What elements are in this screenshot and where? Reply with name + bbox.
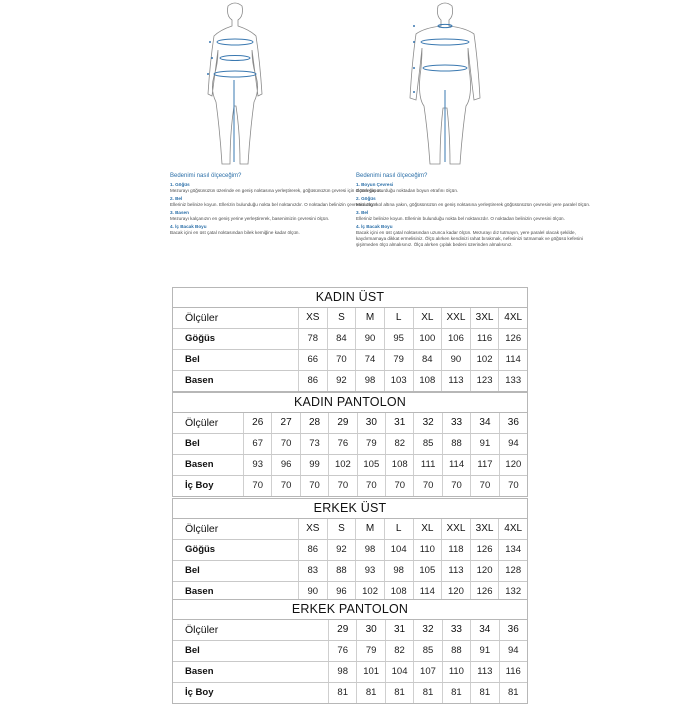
table-cell: 108	[413, 371, 442, 391]
table-cell: 98	[328, 662, 356, 682]
table-cell: 81	[356, 683, 384, 703]
table-cell: 114	[498, 350, 527, 370]
row-label: İç Boy	[185, 480, 214, 491]
size-header-cell: 32	[413, 413, 441, 433]
size-table-erkek-ust	[172, 498, 528, 603]
table-cell: 92	[327, 540, 356, 560]
header-label: Ölçüler	[185, 624, 219, 636]
table-cell: 82	[385, 434, 413, 454]
size-header-cell: XS	[298, 519, 327, 539]
table-cell: 90	[355, 329, 384, 349]
row-label: İç Boy	[185, 687, 214, 698]
table-cell: 70	[328, 476, 356, 496]
table-cell: 81	[442, 683, 470, 703]
size-header-cell: 4XL	[498, 519, 527, 539]
table-title: ERKEK ÜST	[173, 499, 527, 519]
table-cell: 134	[498, 540, 527, 560]
table-row	[173, 455, 527, 476]
table-cell: 95	[384, 329, 413, 349]
header-label: Ölçüler	[185, 523, 219, 535]
row-label: Bel	[185, 354, 200, 365]
men-instruction-text: Gömleğin oturduğu noktadan boyun etrafını ölçün.	[356, 188, 459, 193]
table-cell: 118	[441, 540, 470, 560]
size-header-cell: 32	[413, 620, 441, 640]
table-cell: 114	[442, 455, 470, 475]
table-cell: 107	[413, 662, 441, 682]
size-header-cell: 27	[271, 413, 299, 433]
table-cell: 108	[385, 455, 413, 475]
size-header-cell: XS	[298, 308, 327, 328]
table-cell: 86	[298, 371, 327, 391]
women-instructions-title: Bedenimi nasıl ölçeceğim?	[170, 173, 242, 179]
table-cell: 110	[442, 662, 470, 682]
table-cell: 93	[243, 455, 271, 475]
table-cell: 120	[499, 455, 527, 475]
men-instruction-heading: 2. Göğüs	[356, 196, 376, 201]
size-header-cell: 26	[243, 413, 271, 433]
table-cell: 70	[385, 476, 413, 496]
table-cell: 79	[384, 350, 413, 370]
table-title: KADIN ÜST	[173, 288, 527, 308]
size-header-cell: 33	[442, 413, 470, 433]
size-header-cell: 3XL	[470, 519, 499, 539]
table-title: KADIN PANTOLON	[173, 393, 527, 413]
table-cell: 126	[470, 582, 499, 602]
table-cell: 116	[499, 662, 527, 682]
table-cell: 70	[327, 350, 356, 370]
table-cell: 85	[413, 434, 441, 454]
table-cell: 98	[355, 371, 384, 391]
table-cell: 88	[327, 561, 356, 581]
table-cell: 81	[385, 683, 413, 703]
table-cell: 123	[470, 371, 499, 391]
table-cell: 96	[327, 582, 356, 602]
table-cell: 120	[441, 582, 470, 602]
men-instruction-text: Bacak içini en üst çatal noktasından uzunca kadar ölçün. Mezurayı dız tutmayın, yere paralel olacak şekilde, kaydırmamaya dikkat ermelisiniz. Ölçü alırken kendinizi rahat bırakmak, nefesinizi tutmamak ve göğüsü kefesini şişirmeden ölçü almalısınız. Ölçü alırken çıplak bedeni üzerinden almalısınız.	[356, 230, 583, 247]
table-cell: 91	[470, 641, 498, 661]
men-measuring-instructions	[356, 172, 596, 248]
table-cell: 70	[442, 476, 470, 496]
table-row	[173, 683, 527, 703]
size-header-cell: 33	[442, 620, 470, 640]
table-cell: 67	[243, 434, 271, 454]
table-cell: 86	[298, 540, 327, 560]
table-cell: 100	[413, 329, 442, 349]
size-header-cell: 30	[356, 620, 384, 640]
table-cell: 126	[498, 329, 527, 349]
table-cell: 70	[470, 476, 498, 496]
table-cell: 70	[243, 476, 271, 496]
table-cell: 128	[498, 561, 527, 581]
size-header-cell: XL	[413, 519, 442, 539]
table-cell: 66	[298, 350, 327, 370]
women-instruction-heading: 3. Basen	[170, 210, 189, 215]
men-instruction-heading: 1. Boyun Çevresi	[356, 182, 394, 187]
table-cell: 132	[498, 582, 527, 602]
women-instruction-text: Elleriniz belinize koyun. Ellerizin bulunduğu nokta bel noktanızdır. O noktadan belinizin çevresini ölçün.	[170, 202, 379, 207]
table-cell: 90	[298, 582, 327, 602]
size-header-cell: 31	[385, 413, 413, 433]
table-title: ERKEK PANTOLON	[173, 600, 527, 620]
size-header-cell: 36	[499, 413, 527, 433]
table-row	[173, 662, 527, 683]
size-header-cell: XXL	[441, 308, 470, 328]
table-cell: 78	[298, 329, 327, 349]
row-label: Bel	[185, 645, 200, 656]
size-header-cell: 31	[385, 620, 413, 640]
table-cell: 90	[441, 350, 470, 370]
table-cell: 81	[499, 683, 527, 703]
table-cell: 103	[384, 371, 413, 391]
table-cell: 99	[300, 455, 328, 475]
size-header-cell: 30	[357, 413, 385, 433]
size-header-cell: XXL	[441, 519, 470, 539]
table-row	[173, 329, 527, 350]
size-header-cell: 34	[470, 413, 498, 433]
table-cell: 104	[385, 662, 413, 682]
table-cell: 92	[327, 371, 356, 391]
table-cell: 70	[300, 476, 328, 496]
table-cell: 104	[384, 540, 413, 560]
table-cell: 81	[413, 683, 441, 703]
table-row	[173, 476, 527, 496]
women-instruction-text: Mezurayı göğsünüzün üzerinde en geniş noktasına yerleştirerek, göğüsünüzün çevresi için ölçüm yapın.	[170, 188, 382, 193]
table-row	[173, 540, 527, 561]
table-cell: 79	[357, 434, 385, 454]
table-cell: 120	[470, 561, 499, 581]
table-cell: 82	[385, 641, 413, 661]
table-cell: 105	[357, 455, 385, 475]
women-instruction-heading: 1. Göğüs	[170, 182, 190, 187]
table-cell: 117	[470, 455, 498, 475]
table-cell: 108	[384, 582, 413, 602]
header-label: Ölçüler	[185, 312, 219, 324]
size-table-kadin-pantolon	[172, 392, 528, 497]
row-label: Bel	[185, 565, 200, 576]
size-header-cell: XL	[413, 308, 442, 328]
table-cell: 113	[441, 371, 470, 391]
table-cell: 116	[470, 329, 499, 349]
table-cell: 93	[355, 561, 384, 581]
size-header-cell: 4XL	[498, 308, 527, 328]
table-cell: 88	[442, 434, 470, 454]
table-cell: 73	[300, 434, 328, 454]
female-body-diagram-icon	[160, 2, 310, 168]
size-header-cell: 28	[300, 413, 328, 433]
table-row	[173, 641, 527, 662]
table-cell: 81	[328, 683, 356, 703]
row-label: Göğüs	[185, 333, 216, 344]
table-cell: 85	[413, 641, 441, 661]
header-label: Ölçüler	[185, 417, 219, 429]
men-instruction-text: Elleriniz belinize koyun. Ellerinin bulunduğu nokta bel noktanızdır. O noktadan belinizin çevresini ölçün.	[356, 216, 565, 221]
table-row	[173, 350, 527, 371]
table-cell: 110	[413, 540, 442, 560]
table-header-row	[173, 620, 527, 641]
women-instruction-text: Mezurayı kalçanızın en geniş yerine yerleştirerek, basenimizin çevresini ölçün.	[170, 216, 330, 221]
women-instruction-heading: 4. İç Bacak Boyu	[170, 224, 207, 229]
male-body-svg	[370, 2, 520, 168]
row-label: Bel	[185, 438, 200, 449]
size-header-cell: L	[384, 519, 413, 539]
table-cell: 101	[356, 662, 384, 682]
size-header-cell: M	[355, 308, 384, 328]
size-header-cell: S	[327, 308, 356, 328]
table-cell: 102	[355, 582, 384, 602]
table-cell: 76	[328, 434, 356, 454]
row-label: Basen	[185, 459, 214, 470]
table-cell: 133	[498, 371, 527, 391]
size-header-cell: 29	[328, 620, 356, 640]
size-table-erkek-pantolon	[172, 599, 528, 704]
table-cell: 98	[384, 561, 413, 581]
table-cell: 94	[499, 641, 527, 661]
female-body-svg	[160, 2, 310, 168]
size-header-cell: S	[327, 519, 356, 539]
row-label: Basen	[185, 586, 214, 597]
table-cell: 111	[413, 455, 441, 475]
size-header-cell: 3XL	[470, 308, 499, 328]
table-cell: 70	[413, 476, 441, 496]
size-header-cell: 34	[470, 620, 498, 640]
table-cell: 70	[499, 476, 527, 496]
men-instruction-text: Mezurayı kol altına yakın, göğüsünüzün en geniş noktasına yerleştirerek göğüsünüzün çevresini yere paralel ölçün.	[356, 202, 591, 207]
table-cell: 83	[298, 561, 327, 581]
table-cell: 84	[413, 350, 442, 370]
table-cell: 105	[413, 561, 442, 581]
table-cell: 113	[470, 662, 498, 682]
table-row	[173, 371, 527, 391]
men-instructions-title: Bedenimi nasıl ölçeceğim?	[356, 173, 428, 179]
size-table-kadin-ust	[172, 287, 528, 392]
table-cell: 113	[441, 561, 470, 581]
table-row	[173, 561, 527, 582]
table-cell: 84	[327, 329, 356, 349]
table-cell: 70	[357, 476, 385, 496]
size-header-cell: 29	[328, 413, 356, 433]
table-cell: 76	[328, 641, 356, 661]
row-label: Göğüs	[185, 544, 216, 555]
table-header-row	[173, 519, 527, 540]
size-header-cell: M	[355, 519, 384, 539]
table-cell: 81	[470, 683, 498, 703]
table-cell: 88	[442, 641, 470, 661]
women-instruction-heading: 2. Bel	[170, 196, 183, 201]
table-cell: 96	[271, 455, 299, 475]
male-body-diagram-icon	[370, 2, 520, 168]
men-instruction-heading: 3. Bel	[356, 210, 369, 215]
women-instruction-text: Bacak içini en üst çatal noktasından bilek kemiğine kadar ölçün.	[170, 230, 300, 235]
size-header-cell: L	[384, 308, 413, 328]
table-cell: 106	[441, 329, 470, 349]
table-cell: 79	[356, 641, 384, 661]
table-cell: 74	[355, 350, 384, 370]
table-cell: 114	[413, 582, 442, 602]
table-cell: 91	[470, 434, 498, 454]
table-cell: 98	[355, 540, 384, 560]
size-header-cell: 36	[499, 620, 527, 640]
table-cell: 70	[271, 434, 299, 454]
table-cell: 70	[271, 476, 299, 496]
table-header-row	[173, 308, 527, 329]
row-label: Basen	[185, 375, 214, 386]
table-cell: 102	[328, 455, 356, 475]
table-header-row	[173, 413, 527, 434]
row-label: Basen	[185, 666, 214, 677]
table-cell: 126	[470, 540, 499, 560]
table-row	[173, 434, 527, 455]
table-cell: 94	[499, 434, 527, 454]
table-cell: 102	[470, 350, 499, 370]
men-instruction-heading: 4. İç Bacak Boyu	[356, 224, 393, 229]
